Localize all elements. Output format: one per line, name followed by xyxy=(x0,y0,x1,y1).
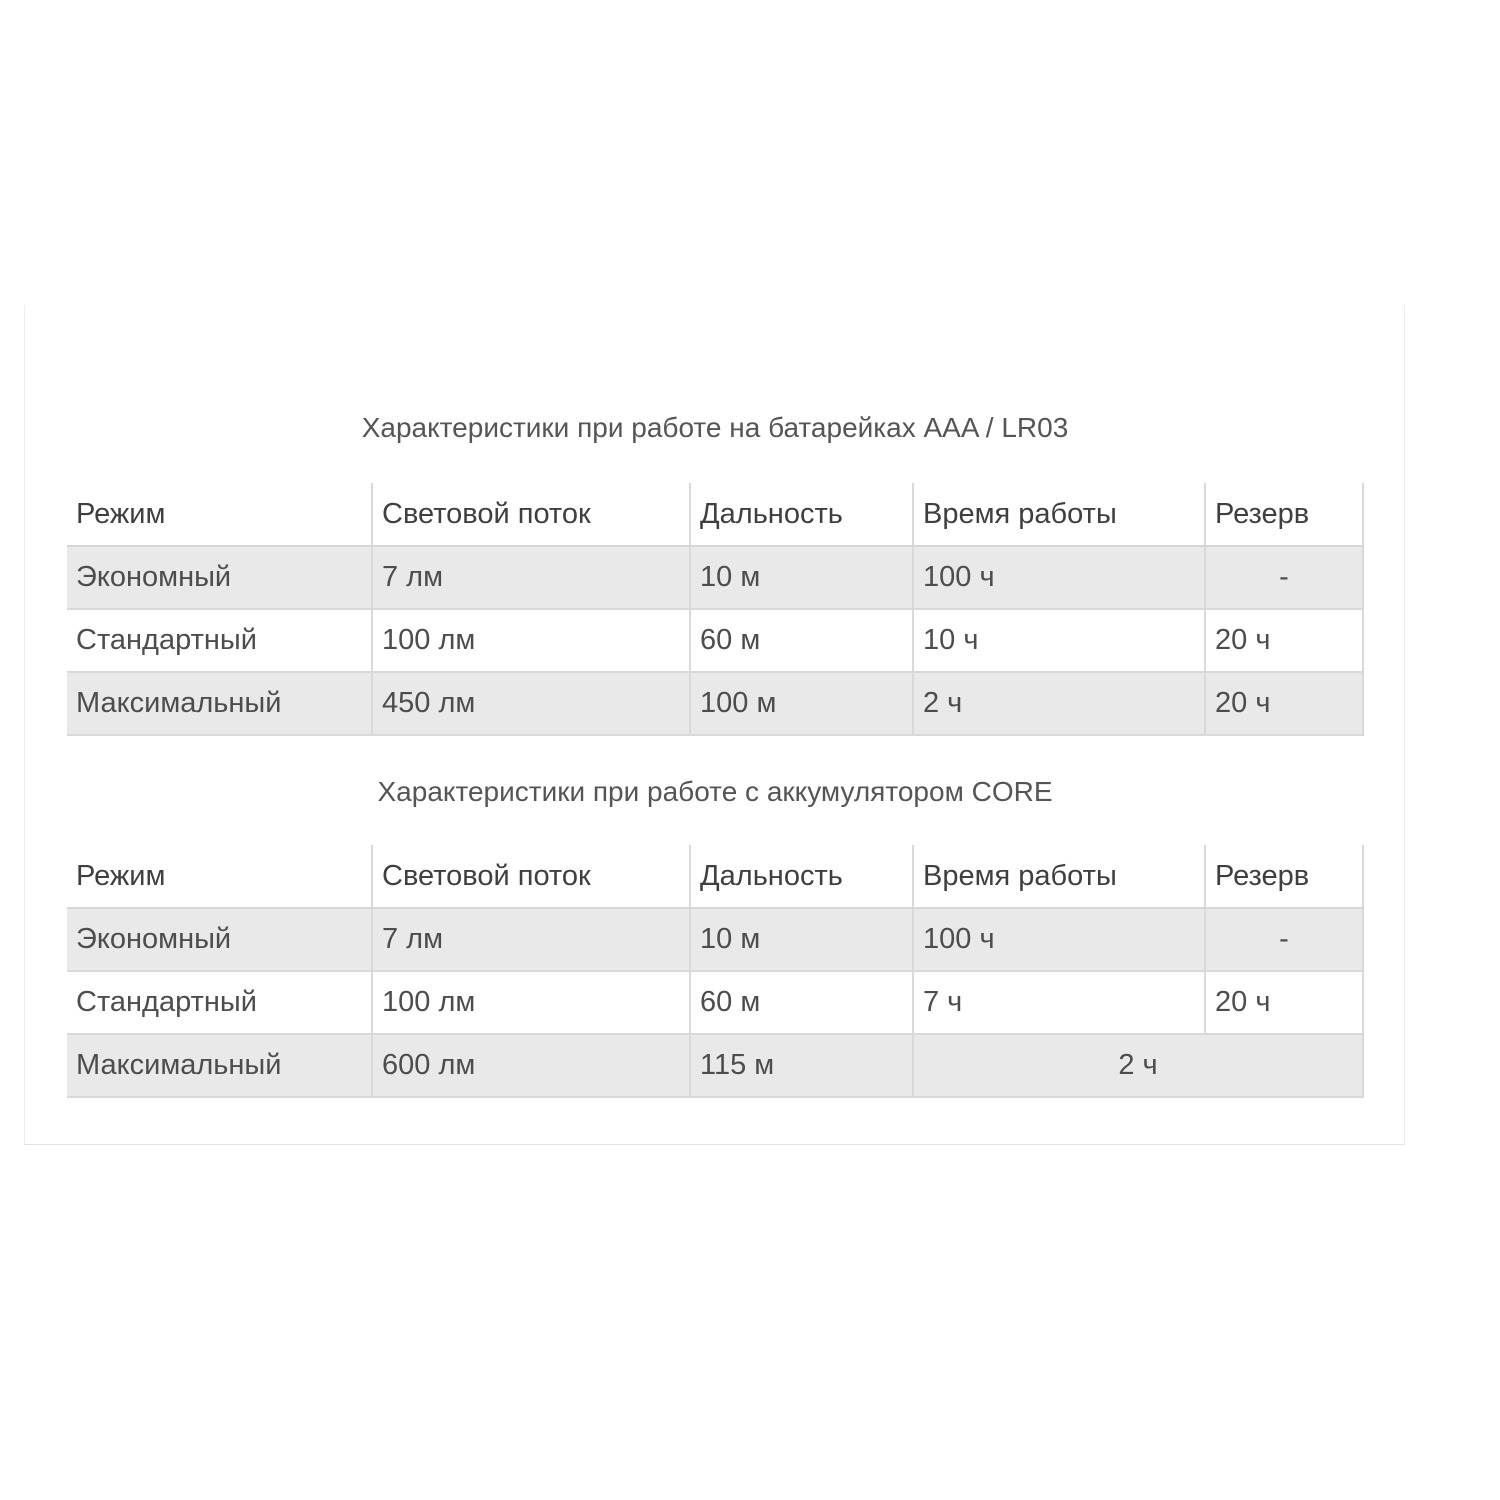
cell-range: 115 м xyxy=(690,1034,913,1097)
cell-luminous-flux: 100 лм xyxy=(372,609,690,672)
cell-runtime: 100 ч xyxy=(913,546,1205,609)
table-row xyxy=(67,546,1363,609)
cell-runtime: 2 ч xyxy=(913,672,1205,735)
header-runtime: Время работы xyxy=(913,483,1205,546)
cell-runtime-merged: 2 ч xyxy=(913,1034,1363,1097)
header-luminous-flux: Световой поток xyxy=(372,845,690,908)
table-row xyxy=(67,908,1363,971)
cell-luminous-flux: 600 лм xyxy=(372,1034,690,1097)
header-range: Дальность xyxy=(690,483,913,546)
cell-range: 10 м xyxy=(690,546,913,609)
accumulator-spec-table xyxy=(67,845,1364,1098)
cell-mode: Максимальный xyxy=(67,1034,372,1097)
cell-mode: Экономный xyxy=(67,546,372,609)
header-range: Дальность xyxy=(690,845,913,908)
accumulator-section-title: Характеристики при работе с аккумулятором CORE xyxy=(377,776,1053,807)
header-luminous-flux: Световой поток xyxy=(372,483,690,546)
cell-range: 60 м xyxy=(690,609,913,672)
table-header-row xyxy=(67,845,1363,908)
battery-section-title: Характеристики при работе на батарейках AAA / LR03 xyxy=(361,412,1069,443)
header-runtime: Время работы xyxy=(913,845,1205,908)
cell-runtime: 7 ч xyxy=(913,971,1205,1034)
cell-mode: Максимальный xyxy=(67,672,372,735)
table-row xyxy=(67,971,1363,1034)
cell-runtime: 100 ч xyxy=(913,908,1205,971)
table-row xyxy=(67,672,1363,735)
header-reserve: Резерв xyxy=(1205,845,1363,908)
header-reserve: Резерв xyxy=(1205,483,1363,546)
cell-reserve: 20 ч xyxy=(1205,971,1363,1034)
table-row xyxy=(67,1034,1363,1097)
cell-reserve: 20 ч xyxy=(1205,672,1363,735)
header-mode: Режим xyxy=(67,483,372,546)
cell-luminous-flux: 7 лм xyxy=(372,908,690,971)
cell-reserve: 20 ч xyxy=(1205,609,1363,672)
cell-reserve: - xyxy=(1205,546,1363,609)
cell-range: 60 м xyxy=(690,971,913,1034)
battery-spec-table xyxy=(67,483,1364,736)
cell-mode: Стандартный xyxy=(67,971,372,1034)
cell-luminous-flux: 450 лм xyxy=(372,672,690,735)
cell-mode: Стандартный xyxy=(67,609,372,672)
table-row xyxy=(67,609,1363,672)
cell-reserve: - xyxy=(1205,908,1363,971)
cell-range: 10 м xyxy=(690,908,913,971)
cell-runtime: 10 ч xyxy=(913,609,1205,672)
cell-luminous-flux: 100 лм xyxy=(372,971,690,1034)
cell-range: 100 м xyxy=(690,672,913,735)
table-header-row xyxy=(67,483,1363,546)
header-mode: Режим xyxy=(67,845,372,908)
cell-mode: Экономный xyxy=(67,908,372,971)
cell-luminous-flux: 7 лм xyxy=(372,546,690,609)
